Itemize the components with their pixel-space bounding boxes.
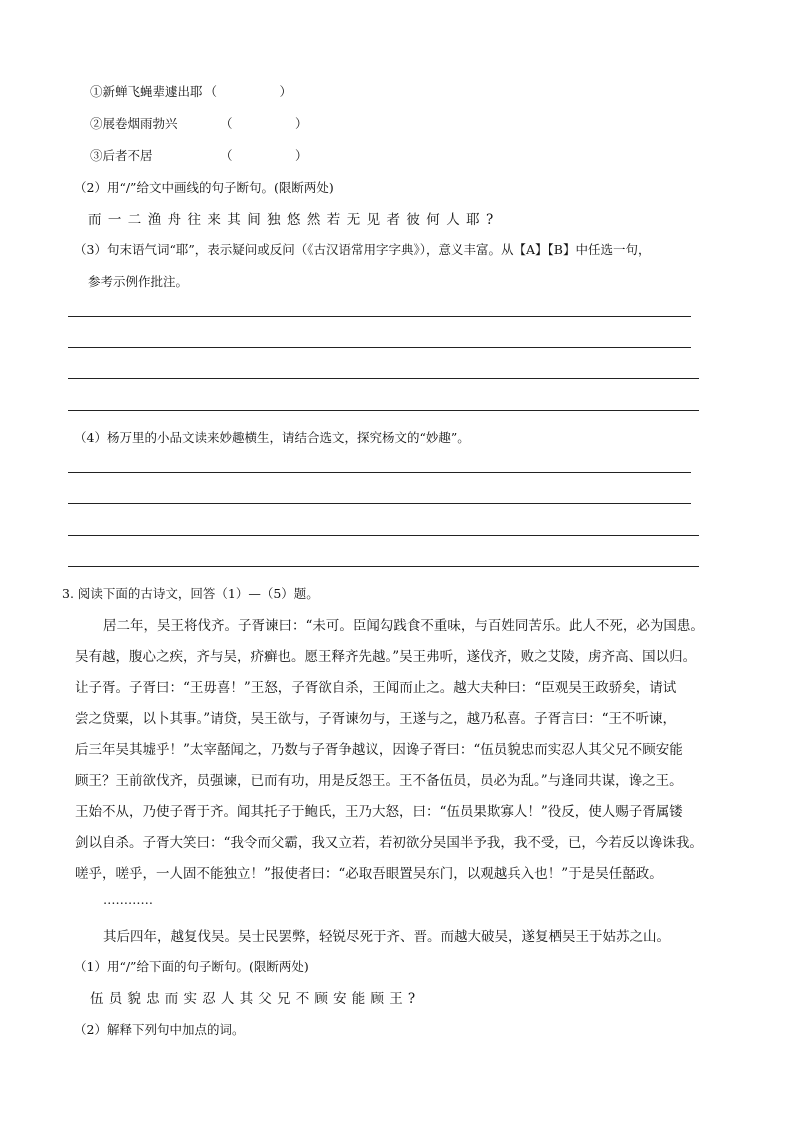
q2-sub3-line2: 参考示例作批注。 xyxy=(88,274,189,289)
item-1-label: ①新蝉飞蝇辈遽出耶 xyxy=(90,84,203,99)
passage-line-1: 居二年，吴王将伐齐。子胥谏曰：“未可。臣闻勾践食不重味，与百姓同苦乐。此人不死，必为国患。 xyxy=(103,618,704,634)
answer-line[interactable] xyxy=(68,535,699,536)
passage-line-4: 尝之贷粟，以卜其事。”请贷，吴王欲与，子胥谏勿与，王遂与之，越乃私喜。子胥言曰：“王不听谏， xyxy=(75,711,677,727)
item-2-label: ②展卷烟雨勃兴 xyxy=(90,116,178,131)
q3-heading: 3. 阅读下面的古诗文，回答（1）—（5）题。 xyxy=(62,586,319,601)
passage-line-3: 让子胥。子胥曰：“王毋喜！”王怒，子胥欲自杀，王闻而止之。越大夫种曰：“臣观吴王政骄矣，请试 xyxy=(75,680,677,696)
q3-sub1-prompt: （1）用“/”给下面的句子断句。(限断两处) xyxy=(74,959,309,974)
q2-sub4-prompt: （4）杨万里的小品文读来妙趣横生，请结合选文，探究杨文的“妙趣”。 xyxy=(74,430,470,445)
item-2-paren: （ ） xyxy=(220,116,308,131)
answer-line[interactable] xyxy=(68,347,691,348)
item-1-paren: （ ） xyxy=(204,84,293,99)
answer-line[interactable] xyxy=(68,566,699,567)
item-3-paren: （ ） xyxy=(220,148,308,163)
passage-line-8: 剑以自杀。子胥大笑曰：“我令而父霸，我又立若，若初欲分吴国半予我，我不受，已，今若反以谗诛我。 xyxy=(75,835,703,851)
q2-sub2-sentence: 而一二渔舟往来其间独悠然若无见者彼何人耶? xyxy=(88,212,500,228)
passage-closing: 其后四年，越复伐吴。吴士民罢弊，轻锐尽死于齐、晋。而越大破吴，遂复栖吴王于姑苏之山。 xyxy=(103,929,670,945)
passage-line-6: 顾王？王前欲伐齐，员强谏，已而有功，用是反怨王。王不备伍员，员必为乱。”与逢同共谋，谗之王。 xyxy=(75,773,683,789)
passage-line-9: 嗟乎，嗟乎，一人固不能独立！”报使者曰：“必取吾眼置吴东门，以观越兵入也！”于是吴任嚭政。 xyxy=(75,866,663,882)
q3-sub2-prompt: （2）解释下列句中加点的词。 xyxy=(74,1022,245,1037)
q2-sub2-prompt: （2）用“/”给文中画线的句子断句。(限断两处) xyxy=(74,180,334,195)
answer-line[interactable] xyxy=(68,472,691,473)
passage-line-2: 吴有越，腹心之疾，齐与吴，疥癣也。愿王释齐先越。”吴王弗听，遂伐齐，败之艾陵，虏齐高、国以归。 xyxy=(75,649,697,665)
item-1 xyxy=(90,82,292,100)
item-3 xyxy=(90,146,308,164)
ellipsis: ………… xyxy=(103,892,153,907)
answer-line[interactable] xyxy=(68,316,691,317)
q2-sub3-line1: （3）句末语气词“耶”，表示疑问或反问（《古汉语常用字字典》），意义丰富。从【A】【B】中任选一句， xyxy=(74,242,651,257)
answer-line[interactable] xyxy=(68,503,691,504)
q3-sub1-sentence: 伍员貌忠而实忍人其父兄不顾安能顾王? xyxy=(90,991,421,1007)
item-3-label: ③后者不居 xyxy=(90,148,153,163)
answer-line[interactable] xyxy=(68,410,699,411)
passage-line-7: 王始不从，乃使子胥于齐。闻其托子于鲍氏，王乃大怒，曰：“伍员果欺寡人！”役反，使人赐子胥属镂 xyxy=(75,804,683,820)
item-2 xyxy=(90,114,308,132)
answer-line[interactable] xyxy=(68,378,699,379)
passage-line-5: 后三年吴其墟乎！”太宰嚭闻之，乃数与子胥争越议，因谗子胥曰：“伍员貌忠而实忍人其父兄不顾安能 xyxy=(75,742,683,758)
